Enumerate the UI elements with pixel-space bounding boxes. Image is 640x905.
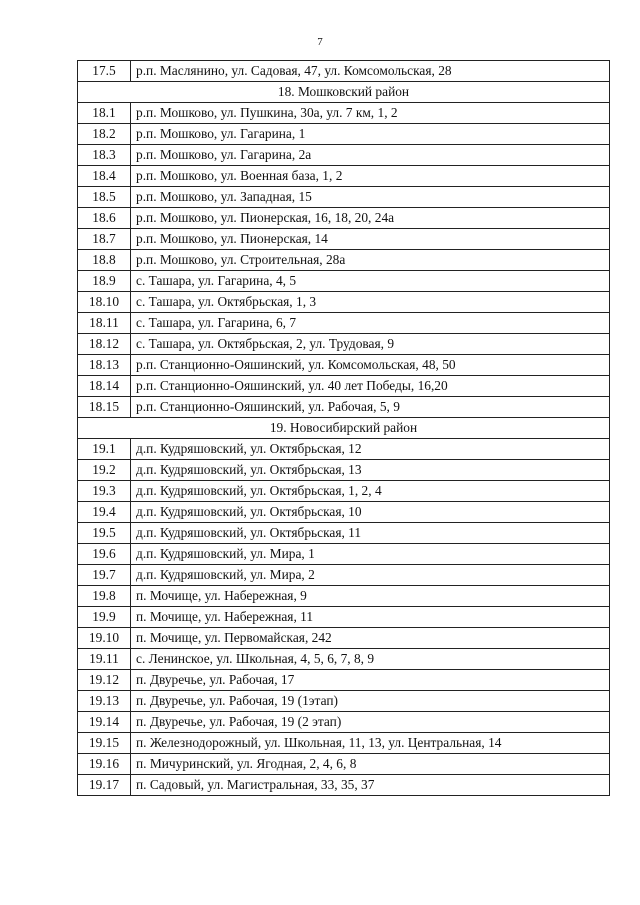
row-address: п. Садовый, ул. Магистральная, 33, 35, 37 (131, 775, 610, 796)
table-row (78, 649, 610, 670)
row-address: п. Железнодорожный, ул. Школьная, 11, 13, ул. Центральная, 14 (131, 733, 610, 754)
row-address: п. Мочище, ул. Набережная, 9 (131, 586, 610, 607)
page-number: 7 (317, 36, 323, 48)
table-row (78, 565, 610, 586)
address-table-body (78, 61, 610, 796)
row-number: 18.6 (78, 208, 131, 229)
row-address: р.п. Мошково, ул. Гагарина, 1 (131, 124, 610, 145)
row-address: д.п. Кудряшовский, ул. Октябрьская, 1, 2, 4 (131, 481, 610, 502)
row-address: д.п. Кудряшовский, ул. Октябрьская, 11 (131, 523, 610, 544)
address-table (77, 60, 610, 796)
section-title: 18. Мошковский район (78, 82, 610, 103)
row-address: д.п. Кудряшовский, ул. Мира, 2 (131, 565, 610, 586)
table-row (78, 187, 610, 208)
row-address: д.п. Кудряшовский, ул. Мира, 1 (131, 544, 610, 565)
row-number: 19.1 (78, 439, 131, 460)
row-number: 19.16 (78, 754, 131, 775)
row-number: 18.3 (78, 145, 131, 166)
table-row (78, 103, 610, 124)
section-header-row (78, 82, 610, 103)
row-address: п. Мичуринский, ул. Ягодная, 2, 4, 6, 8 (131, 754, 610, 775)
table-row (78, 145, 610, 166)
table-row (78, 208, 610, 229)
row-address: с. Ташара, ул. Гагарина, 6, 7 (131, 313, 610, 334)
row-address: р.п. Мошково, ул. Строительная, 28а (131, 250, 610, 271)
row-address: с. Ленинское, ул. Школьная, 4, 5, 6, 7, 8, 9 (131, 649, 610, 670)
table-row (78, 733, 610, 754)
row-number: 19.7 (78, 565, 131, 586)
row-address: п. Мочище, ул. Набережная, 11 (131, 607, 610, 628)
row-number: 19.6 (78, 544, 131, 565)
row-number: 18.12 (78, 334, 131, 355)
row-address: р.п. Мошково, ул. Пушкина, 30а, ул. 7 км, 1, 2 (131, 103, 610, 124)
table-row (78, 670, 610, 691)
table-row (78, 334, 610, 355)
table-row (78, 460, 610, 481)
row-number: 18.14 (78, 376, 131, 397)
table-row (78, 712, 610, 733)
row-number: 19.12 (78, 670, 131, 691)
row-address: р.п. Мошково, ул. Пионерская, 14 (131, 229, 610, 250)
row-number: 18.11 (78, 313, 131, 334)
row-address: р.п. Станционно-Ояшинский, ул. 40 лет Победы, 16,20 (131, 376, 610, 397)
table-row (78, 397, 610, 418)
row-address: р.п. Мошково, ул. Военная база, 1, 2 (131, 166, 610, 187)
row-address: д.п. Кудряшовский, ул. Октябрьская, 10 (131, 502, 610, 523)
row-address: р.п. Мошково, ул. Гагарина, 2а (131, 145, 610, 166)
row-number: 19.2 (78, 460, 131, 481)
table-row (78, 481, 610, 502)
row-number: 19.15 (78, 733, 131, 754)
row-number: 19.9 (78, 607, 131, 628)
table-row (78, 754, 610, 775)
table-row (78, 502, 610, 523)
table-row (78, 586, 610, 607)
row-address: д.п. Кудряшовский, ул. Октябрьская, 13 (131, 460, 610, 481)
row-number: 17.5 (78, 61, 131, 82)
row-number: 18.7 (78, 229, 131, 250)
row-address: п. Двуречье, ул. Рабочая, 19 (1этап) (131, 691, 610, 712)
row-number: 18.8 (78, 250, 131, 271)
row-number: 19.13 (78, 691, 131, 712)
row-number: 18.9 (78, 271, 131, 292)
row-number: 18.4 (78, 166, 131, 187)
table-row (78, 166, 610, 187)
table-row (78, 544, 610, 565)
row-address: с. Ташара, ул. Гагарина, 4, 5 (131, 271, 610, 292)
row-address: р.п. Мошково, ул. Западная, 15 (131, 187, 610, 208)
row-number: 18.13 (78, 355, 131, 376)
table-row (78, 250, 610, 271)
row-address: д.п. Кудряшовский, ул. Октябрьская, 12 (131, 439, 610, 460)
table-row (78, 271, 610, 292)
row-address: п. Двуречье, ул. Рабочая, 17 (131, 670, 610, 691)
row-address: р.п. Станционно-Ояшинский, ул. Рабочая, 5, 9 (131, 397, 610, 418)
table-row (78, 439, 610, 460)
row-number: 19.3 (78, 481, 131, 502)
table-row (78, 292, 610, 313)
row-address: р.п. Маслянино, ул. Садовая, 47, ул. Комсомольская, 28 (131, 61, 610, 82)
row-address: р.п. Станционно-Ояшинский, ул. Комсомольская, 48, 50 (131, 355, 610, 376)
table-row (78, 691, 610, 712)
row-number: 18.10 (78, 292, 131, 313)
row-number: 19.11 (78, 649, 131, 670)
table-row (78, 124, 610, 145)
table-row (78, 229, 610, 250)
table-row (78, 628, 610, 649)
table-row (78, 355, 610, 376)
row-number: 18.5 (78, 187, 131, 208)
section-title: 19. Новосибирский район (78, 418, 610, 439)
table-row (78, 61, 610, 82)
row-address: с. Ташара, ул. Октябрьская, 1, 3 (131, 292, 610, 313)
table-row (78, 523, 610, 544)
table-row (78, 775, 610, 796)
row-number: 18.1 (78, 103, 131, 124)
row-number: 19.14 (78, 712, 131, 733)
row-address: п. Мочище, ул. Первомайская, 242 (131, 628, 610, 649)
row-number: 18.2 (78, 124, 131, 145)
section-header-row (78, 418, 610, 439)
row-number: 19.4 (78, 502, 131, 523)
row-number: 18.15 (78, 397, 131, 418)
row-number: 19.5 (78, 523, 131, 544)
row-number: 19.17 (78, 775, 131, 796)
table-row (78, 376, 610, 397)
row-address: п. Двуречье, ул. Рабочая, 19 (2 этап) (131, 712, 610, 733)
table-row (78, 607, 610, 628)
row-number: 19.8 (78, 586, 131, 607)
row-number: 19.10 (78, 628, 131, 649)
row-address: р.п. Мошково, ул. Пионерская, 16, 18, 20, 24а (131, 208, 610, 229)
table-row (78, 313, 610, 334)
row-address: с. Ташара, ул. Октябрьская, 2, ул. Трудовая, 9 (131, 334, 610, 355)
